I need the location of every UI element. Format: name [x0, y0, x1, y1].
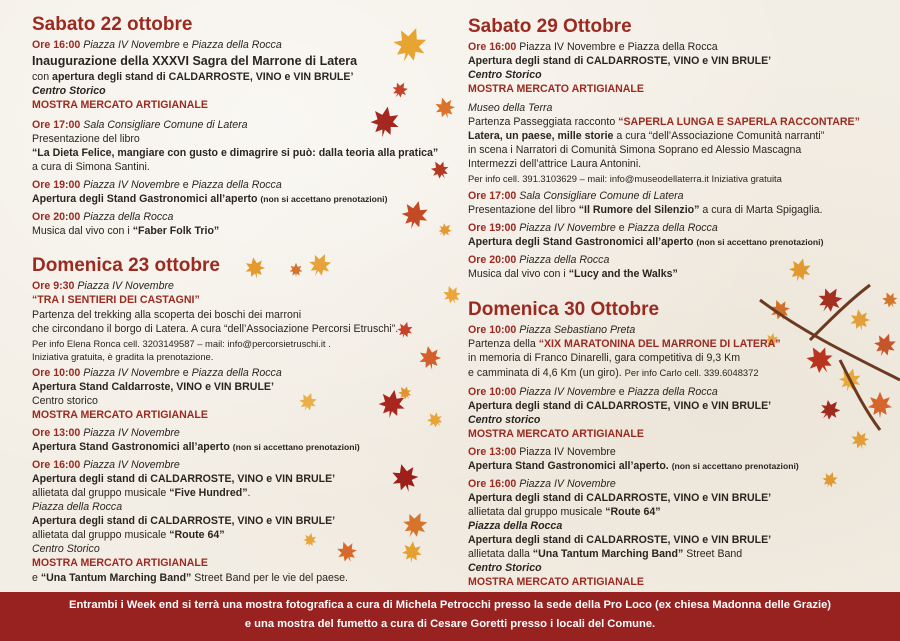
- event-text: Apertura degli stand di CALDARROSTE, VINO e VIN BRULE’: [32, 515, 336, 527]
- event-line: Ore 17:00 Sala Consigliare Comune di Latera: [32, 119, 248, 131]
- event-line: Apertura degli Stand Gastronomici all’aperto (non si accettano prenotazioni): [468, 236, 824, 248]
- event-line: Ore 16:00 Piazza IV Novembre: [468, 478, 616, 490]
- event-line: Ore 13:00 Piazza IV Novembre: [32, 427, 180, 439]
- event-info: Iniziativa gratuita, è gradita la prenotazione.: [32, 351, 214, 362]
- event-line: Ore 16:00 Piazza IV Novembre e Piazza della Rocca: [32, 39, 282, 51]
- event-text: a cura di Simona Santini.: [32, 161, 150, 173]
- footer-line: e una mostra del fumetto a cura di Cesare Goretti presso i locali del Comune.: [244, 618, 656, 630]
- footer-line: Entrambi i Week end si terrà una mostra fotografica a cura di Michela Petrocchi presso la sede della Pro Loco (ex chiesa Madonna delle Grazie): [68, 599, 832, 611]
- event-text: in memoria di Franco Dinarelli, gara competitiva di 9,3 Km: [468, 352, 741, 364]
- event-text: Apertura degli stand di CALDARROSTE, VINO e VIN BRULE’: [468, 55, 772, 67]
- location: Centro Storico: [32, 85, 106, 97]
- event-text: Presentazione del libro: [32, 133, 140, 145]
- event-line: Ore 10:00 Piazza IV Novembre e Piazza della Rocca: [468, 386, 718, 398]
- day-title: Domenica 30 Ottobre: [468, 299, 660, 320]
- event-line: Apertura Stand Gastronomici all’aperto. (non si accettano prenotazioni): [468, 460, 799, 472]
- event-text: Intermezzi dell’attrice Laura Antonini.: [468, 158, 642, 170]
- event-line: Apertura degli Stand Gastronomici all’aperto (non si accettano prenotazioni): [32, 193, 388, 205]
- event-line: Presentazione del libro “Il Rumore del Silenzio” a cura di Marta Spigaglia.: [468, 204, 823, 216]
- event-line: Musica dal vivo con i “Faber Folk Trio”: [32, 225, 220, 237]
- event-title: “TRA I SENTIERI DEI CASTAGNI”: [32, 294, 200, 306]
- event-line: Ore 20:00 Piazza della Rocca: [32, 211, 174, 223]
- event-headline: Inaugurazione della XXXVI Sagra del Marrone di Latera: [32, 54, 358, 68]
- location: Centro Storico: [468, 562, 542, 574]
- location: Centro storico: [32, 395, 98, 407]
- day-title: Domenica 23 ottobre: [32, 255, 220, 276]
- location: Museo della Terra: [468, 102, 553, 114]
- book-title: “La Dieta Felice, mangiare con gusto e dimagrire si può: dalla teoria alla pratica”: [32, 147, 439, 159]
- event-line: Ore 19:00 Piazza IV Novembre e Piazza della Rocca: [32, 179, 282, 191]
- location: Centro storico: [468, 414, 541, 426]
- location: Piazza della Rocca: [32, 501, 123, 513]
- event-line: Apertura Stand Gastronomici all’aperto (non si accettano prenotazioni): [32, 441, 360, 453]
- event-text: che circondano il borgo di Latera. A cura “dell’Associazione Percorsi Etruschi”.: [32, 323, 399, 335]
- event-line: Partenza della “XIX MARATONINA DEL MARRONE DI LATERA”: [468, 338, 781, 350]
- event-text: Apertura Stand Caldarroste, VINO e VIN BRULE’: [32, 381, 274, 393]
- location: Centro Storico: [468, 69, 542, 81]
- event-line: Musica dal vivo con i “Lucy and the Walks”: [468, 268, 678, 280]
- day-title: Sabato 29 Ottobre: [468, 16, 632, 37]
- mostra-label: MOSTRA MERCATO ARTIGIANALE: [468, 576, 644, 588]
- event-line: Ore 10:00 Piazza Sebastiano Preta: [468, 324, 636, 336]
- location: Piazza della Rocca: [468, 520, 563, 532]
- mostra-label: MOSTRA MERCATO ARTIGIANALE: [468, 428, 644, 440]
- event-line: e camminata di 4,6 Km (un giro). Per info Carlo cell. 339.6048372: [468, 367, 759, 379]
- event-line: allietata dalla “Una Tantum Marching Band” Street Band: [468, 548, 743, 560]
- event-text: Apertura degli stand di CALDARROSTE, VINO e VIN BRULE’: [468, 534, 772, 546]
- event-line: Ore 17:00 Sala Consigliare Comune di Latera: [468, 190, 684, 202]
- event-line: con apertura degli stand di CALDARROSTE, VINO e VIN BRULE’: [32, 71, 354, 83]
- footer-banner: [0, 592, 900, 641]
- event-line: Ore 20:00 Piazza della Rocca: [468, 254, 610, 266]
- event-line: Ore 10:00 Piazza IV Novembre e Piazza della Rocca: [32, 367, 282, 379]
- event-line: Ore 16:00 Piazza IV Novembre e Piazza della Rocca: [468, 41, 718, 53]
- day-title: Sabato 22 ottobre: [32, 14, 193, 35]
- mostra-label: MOSTRA MERCATO ARTIGIANALE: [32, 557, 208, 569]
- event-text: Partenza del trekking alla scoperta dei boschi dei marroni: [32, 309, 302, 321]
- event-line: allietata dal gruppo musicale “Route 64”: [468, 506, 661, 518]
- event-info: Per info Elena Ronca cell. 3203149587 – mail: info@percorsietruschi.it .: [32, 338, 331, 349]
- event-line: Ore 16:00 Piazza IV Novembre: [32, 459, 180, 471]
- location: Centro Storico: [32, 543, 100, 555]
- event-text: Apertura degli stand di CALDARROSTE, VINO e VIN BRULE’: [468, 492, 772, 504]
- event-line: allietata dal gruppo musicale “Route 64”: [32, 529, 225, 541]
- event-text: Apertura degli stand di CALDARROSTE, VINO e VIN BRULE’: [32, 473, 336, 485]
- event-line: Ore 19:00 Piazza IV Novembre e Piazza della Rocca: [468, 222, 718, 234]
- event-text: in scena i Narratori di Comunità Simona Soprano ed Alessio Mascagna: [468, 144, 802, 156]
- event-line: Partenza Passeggiata racconto “SAPERLA LUNGA E SAPERLA RACCONTARE”: [468, 116, 860, 128]
- event-line: Ore 13:00 Piazza IV Novembre: [468, 446, 616, 458]
- mostra-label: MOSTRA MERCATO ARTIGIANALE: [32, 99, 208, 111]
- mostra-label: MOSTRA MERCATO ARTIGIANALE: [468, 83, 644, 95]
- mostra-label: MOSTRA MERCATO ARTIGIANALE: [32, 409, 208, 421]
- event-line: allietata dal gruppo musicale “Five Hundred”.: [32, 487, 251, 499]
- event-line: e “Una Tantum Marching Band” Street Band per le vie del paese.: [32, 572, 349, 584]
- event-line: Ore 9:30 Piazza IV Novembre: [32, 280, 174, 292]
- event-line: Latera, un paese, mille storie a cura “dell’Associazione Comunità narranti”: [468, 130, 825, 142]
- event-text: Apertura degli stand di CALDARROSTE, VINO e VIN BRULE’: [468, 400, 772, 412]
- event-info: Per info cell. 391.3103629 – mail: info@museodellaterra.it Iniziativa gratuita: [468, 173, 782, 184]
